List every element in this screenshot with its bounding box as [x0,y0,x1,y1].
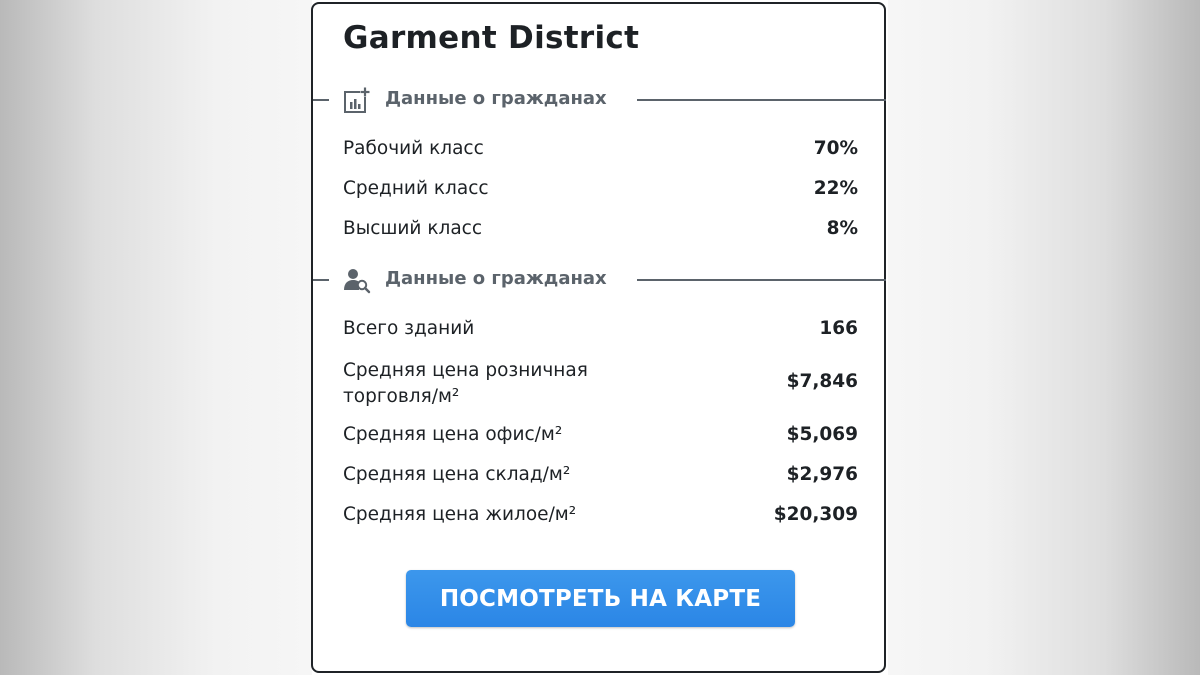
stat-value: 22% [813,178,858,199]
stat-label: Средняя цена офис/м² [343,424,563,445]
divider-left [313,279,329,281]
district-info-panel [311,2,886,673]
section-header-citizen-data [313,80,886,120]
district-title: Garment District [343,20,640,56]
stat-value: $7,846 [786,371,858,392]
stat-label: Всего зданий [343,318,475,339]
stat-label: Рабочий класс [343,138,484,159]
stat-value: 166 [819,318,858,339]
stat-value: $20,309 [773,504,858,525]
stat-label: Средняя цена жилое/м² [343,504,577,525]
divider-right [637,279,886,281]
user-search-icon [343,266,371,294]
section-title: Данные о гражданах [385,268,607,289]
stat-label: Средняя цена розничная торговля/м² [343,360,588,407]
divider-left [313,99,329,101]
stat-label: Средняя цена склад/м² [343,464,571,485]
section-header-buildings-data [313,260,886,300]
section-title: Данные о гражданах [385,88,607,109]
stat-value: $2,976 [786,464,858,485]
stat-value: $5,069 [786,424,858,445]
divider-right [637,99,886,101]
view-on-map-button[interactable]: ПОСМОТРЕТЬ НА КАРТЕ [406,570,795,627]
stat-value: 70% [813,138,858,159]
stat-label: Средний класс [343,178,489,199]
chart-add-icon [343,86,371,114]
stat-label: Высший класс [343,218,483,239]
stat-value: 8% [826,218,858,239]
